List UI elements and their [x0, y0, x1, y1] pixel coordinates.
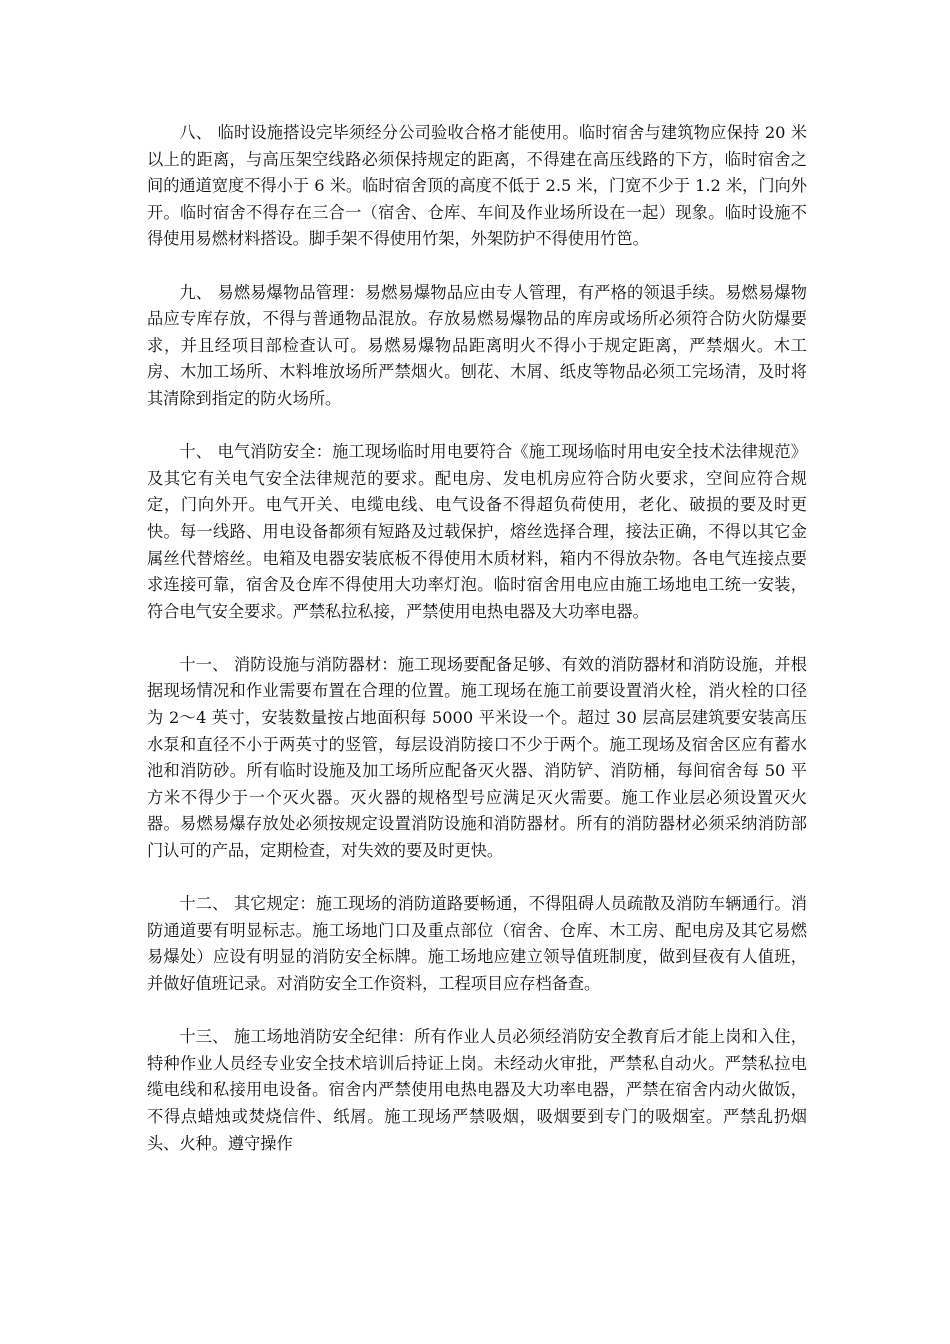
paragraph-flammable-goods: 九、 易燃易爆物品管理：易燃易爆物品应由专人管理，有严格的领退手续。易燃易爆物品应专库存放，不得与普通物品混放。存放易燃易爆物品的库房或场所必须符合防火防爆要求，并且经项目部检查认可。易燃易爆物品距离明火不得小于规定距离，严禁烟火。木工房、木加工场所、木料堆放场所严禁烟火。刨花、木屑、纸皮等物品必须工完场清，及时将其清除到指定的防火场所。	[147, 282, 807, 408]
paragraph-fire-equipment: 十一、 消防设施与消防器材：施工现场要配备足够、有效的消防器材和消防设施，并根据现场情况和作业需要布置在合理的位置。施工现场在施工前要设置消火栓，消火栓的口径为 2～4 英寸，安装数量按占地面积每 5000 平米设一个。超过 30 层高层建筑要安装高压水泵和直径不小于两英寸的竖管，每层设消防接口不少于两个。施工现场及宿舍区应有蓄水池和消防砂。所有临时设施及加工场所应配备灭火器、消防铲、消防桶，每间宿舍每 50 平方米不得少于一个灭火器。灭火器的规格型号应满足灭火需要。施工作业层必须设置灭火器。易燃易爆存放处必须按规定设置消防设施和消防器材。所有的消防器材必须采纳消防部门认可的产品，定期检查，对失效的要及时更快。	[147, 654, 807, 861]
paragraph-site-discipline: 十三、 施工场地消防安全纪律：所有作业人员必须经消防安全教育后才能上岗和入住，特种作业人员经专业安全技术培训后持证上岗。未经动火审批，严禁私自动火。严禁私拉电缆电线和私接用电设备。宿舍内严禁使用电热电器及大功率电器，严禁在宿舍内动火做饭，不得点蜡烛或焚烧信件、纸屑。施工现场严禁吸烟，吸烟要到专门的吸烟室。严禁乱扔烟头、火种。遵守操作	[147, 1027, 807, 1153]
paragraph-other-rules: 十二、 其它规定：施工现场的消防道路要畅通，不得阻碍人员疏散及消防车辆通行。消防通道要有明显标志。施工场地门口及重点部位（宿舍、仓库、木工房、配电房及其它易燃易爆处）应设有明显的消防安全标牌。施工场地应建立领导值班制度，做到昼夜有人值班，并做好值班记录。对消防安全工作资料，工程项目应存档备查。	[147, 894, 807, 993]
paragraph-temporary-facilities: 八、 临时设施搭设完毕须经分公司验收合格才能使用。临时宿舍与建筑物应保持 20 米以上的距离，与高压架空线路必须保持规定的距离，不得建在高压线路的下方，临时宿舍之间的通道宽度不得小于 6 米。临时宿舍顶的高度不低于 2.5 米，门宽不少于 1.2 米，门向外开。临时宿舍不得存在三合一（宿舍、仓库、车间及作业场所设在一起）现象。临时设施不得使用易燃材料搭设。脚手架不得使用竹架，外架防护不得使用竹笆。	[147, 123, 807, 249]
paragraph-electrical-fire-safety: 十、 电气消防安全：施工现场临时用电要符合《施工现场临时用电安全技术法律规范》及其它有关电气安全法律规范的要求。配电房、发电机房应符合防火要求，空间应符合规定，门向外开。电气开关、电缆电线、电气设备不得超负荷使用，老化、破损的要及时更快。每一线路、用电设备都须有短路及过载保护，熔丝选择合理，接法正确，不得以其它金属丝代替熔丝。电箱及电器安装底板不得使用木质材料，箱内不得放杂物。各电气连接点要求连接可靠，宿舍及仓库不得使用大功率灯泡。临时宿舍用电应由施工场地电工统一安装，符合电气安全要求。严禁私拉私接，严禁使用电热电器及大功率电器。	[147, 442, 807, 621]
document-page	[147, 120, 807, 1184]
